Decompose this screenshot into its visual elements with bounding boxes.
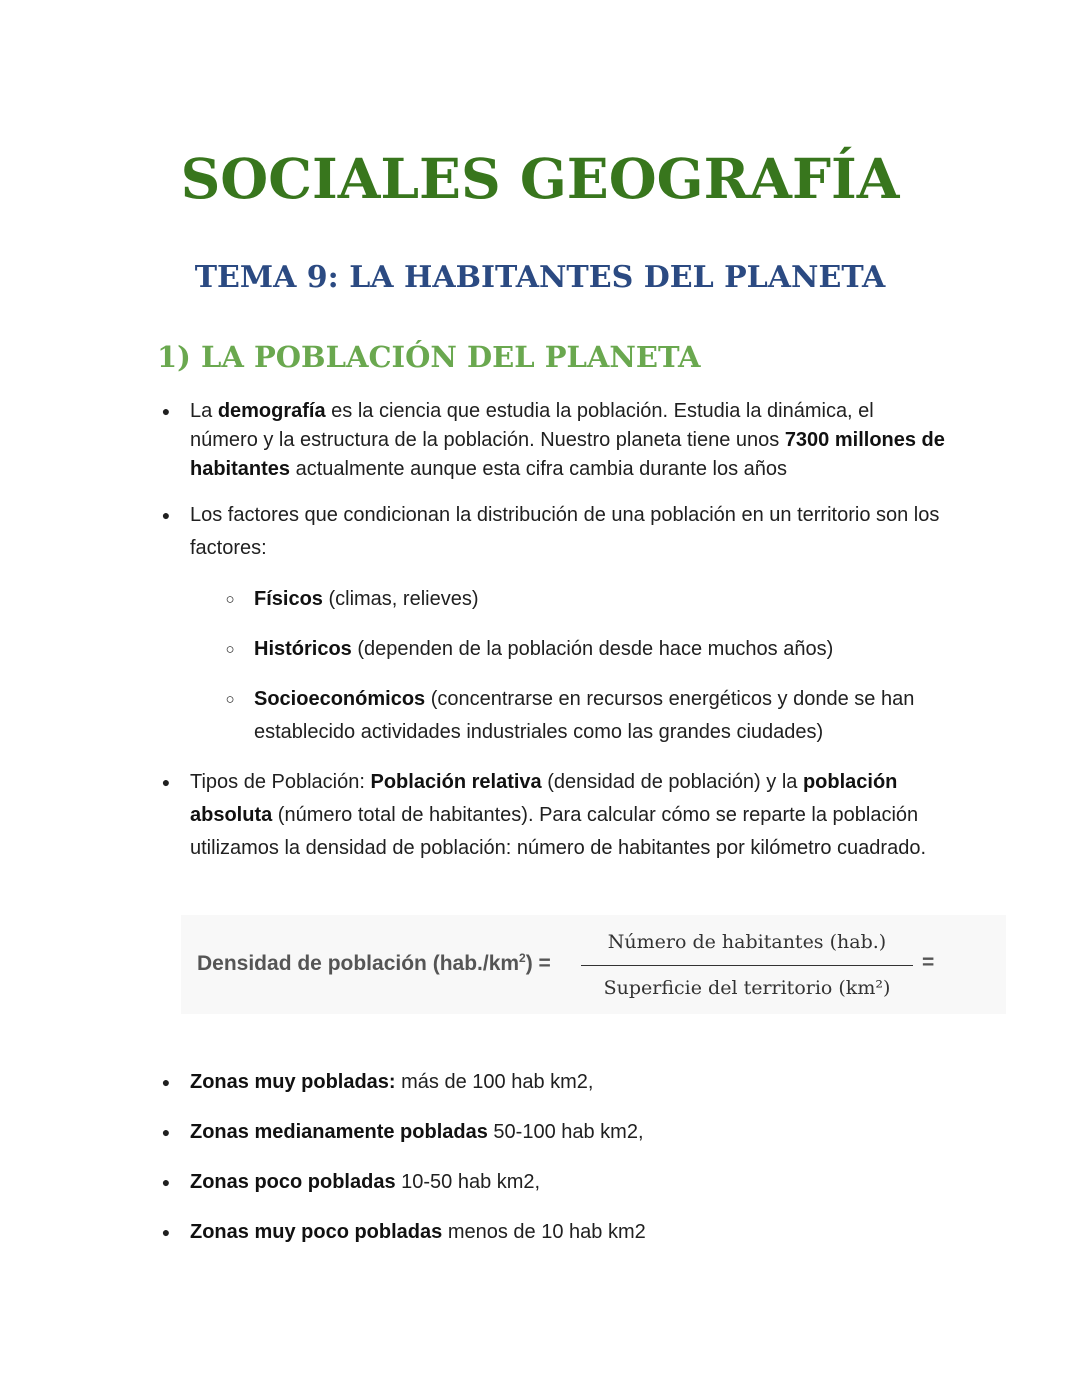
- bullet-dot: ●: [161, 774, 171, 790]
- sub-bullet-dot: ○: [225, 591, 235, 608]
- bullet-dot: ●: [161, 403, 171, 419]
- bullet-dot: ●: [161, 1124, 171, 1140]
- formula-lhs: Densidad de población $(hab./km^2)$ =: [197, 951, 551, 975]
- formula-numerator: Número de habitantes (hab.): [607, 931, 887, 953]
- formula-fraction: [581, 927, 913, 1007]
- page-subtitle: TEMA 9: LA HABITANTES DEL PLANETA: [194, 260, 886, 295]
- bullet-dot: ●: [161, 1174, 171, 1190]
- bullet-dot: ●: [161, 1074, 171, 1090]
- bullet-zona-muy-poblada: ● Zonas muy pobladas: más de 100 hab km2,: [157, 1068, 947, 1097]
- sub-bullet-dot: ○: [225, 641, 235, 658]
- bullet-text: La demografía es la ciencia que estudia la población. Estudia la dinámica, el número y la estructura de la población. Nuestro planeta tiene unos 7300 millones de habitantes actualmente aunque esta cifra cambia durante los años: [190, 400, 945, 480]
- formula-equals: =: [922, 951, 935, 974]
- bullet-zona-muy-poco-poblada: ● Zonas muy poco pobladas menos de 10 hab km2: [157, 1218, 947, 1247]
- bullet-dot: ●: [161, 1224, 171, 1240]
- density-formula: [181, 915, 1006, 1014]
- sub-bullet-historicos: ○ Históricos (dependen de la población desde hace muchos años): [222, 633, 952, 666]
- sub-bullet-dot: ○: [225, 691, 235, 708]
- sub-bullet-fisicos: ○ Físicos (climas, relieves): [222, 583, 952, 616]
- bullet-text: Los factores que condicionan la distribución de una población en un territorio son los factores:: [190, 504, 940, 559]
- bullet-zona-medianamente-poblada: ● Zonas medianamente pobladas 50-100 hab km2,: [157, 1118, 947, 1147]
- bullet-demografia: [157, 397, 947, 484]
- bullet-zona-poco-poblada: ● Zonas poco pobladas 10-50 hab km2,: [157, 1168, 947, 1197]
- bullet-factores: [157, 499, 947, 565]
- section-heading: 1) LA POBLACIÓN DEL PLANETA: [157, 340, 701, 374]
- bullet-tipos-poblacion: ● Tipos de Población: Población relativa (densidad de población) y la población absoluta (número total de habitantes). Para calcular cómo se reparte la población utilizamos la densidad de población: número de habitantes por kilómetro cuadrado.: [157, 766, 947, 865]
- page-title: SOCIALES GEOGRAFÍA: [180, 146, 900, 211]
- fraction-bar: [581, 965, 913, 966]
- sub-bullet-socioeconomicos: ○ Socioeconómicos (concentrarse en recursos energéticos y donde se han establecido actividades industriales como las grandes ciudades): [222, 683, 952, 749]
- formula-denominator: Superficie del territorio (km²): [603, 977, 891, 999]
- bullet-dot: ●: [161, 507, 171, 523]
